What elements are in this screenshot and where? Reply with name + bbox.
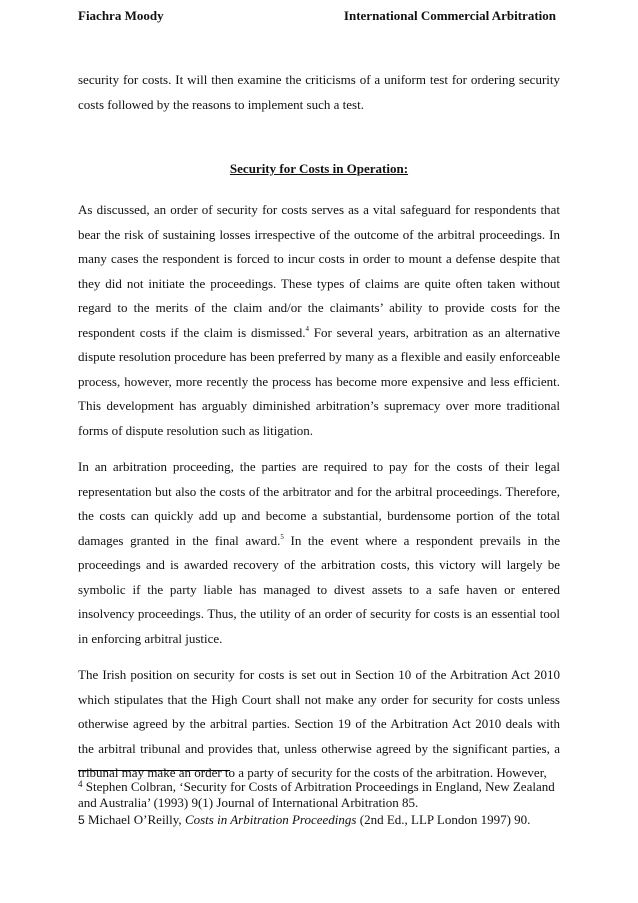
- footnote-separator: [78, 770, 230, 771]
- paragraph-3: The Irish position on security for costs is set out in Section 10 of the Arbitration Act 2010 which stipulates that the High Court shall not make any order for security for costs unless otherwise agreed by the arbitral parties. Section 19 of the Arbitration Act 2010 deals with the arbitral tribunal and provides that, unless otherwise agreed by the significant parties, a tribunal may make an order to a party of security for the costs of the arbitration. However,: [78, 667, 560, 780]
- section-body: [78, 198, 560, 798]
- footnote-5: [78, 812, 560, 828]
- paragraph-1: [78, 198, 560, 443]
- footnotes: [78, 779, 560, 829]
- footnote-text: Stephen Colbran, ‘Security for Costs of Arbitration Proceedings in England, New Zealand and Australia’ (1993) 9(1) Journal of International Arbitration 85.: [78, 779, 555, 810]
- footnote-4: [78, 779, 560, 811]
- paragraph-2-text: In an arbitration proceeding, the parties are required to pay for the costs of their legal representation but also the costs of the arbitrator and for the arbitral proceedings. Therefore, the costs can quickly add up and become a substantial, burdensome portion of the total damages granted in the final award.: [78, 459, 560, 548]
- section-heading: Security for Costs in Operation:: [229, 161, 409, 176]
- footnote-ref-4[interactable]: 4: [305, 324, 310, 333]
- footnote-number: 5: [78, 813, 85, 827]
- header-title: International Commercial Arbitration: [343, 8, 556, 23]
- paragraph-1-text: As discussed, an order of security for costs serves as a vital safeguard for respondents that bear the risk of sustaining losses irrespective of the outcome of the arbitral proceedings. In many cases the respondent is forced to incur costs in order to mount a defense despite that they did not initiate the proceedings. These types of claims are quite often taken without regard to the merits of the claim and/or the claimants’ ability to provide costs for the respondent costs if the claim is dismissed.: [78, 202, 560, 340]
- paragraph-2-text-cont: In the event where a respondent prevails in the proceedings and is awarded recovery of the arbitration costs, this victory will largely be symbolic if the party liable has managed to divest assets to a safe haven or entered insolvency proceedings. Thus, the utility of an order of security for costs is an essential tool in enforcing arbitral justice.: [78, 532, 560, 646]
- footnote-number: 4: [78, 779, 83, 789]
- intro-text: [78, 68, 560, 117]
- footnote-text-cont: (2nd Ed., LLP London 1997) 90.: [356, 812, 531, 827]
- paragraph-1-text-cont: For several years, arbitration as an alternative dispute resolution procedure has been preferred by many as a flexible and easily enforceable process, however, more recently the process has become more expensive and less efficient. This development has arguably diminished arbitration’s supremacy over more traditional forms of dispute resolution such as litigation.: [78, 324, 560, 438]
- footnote-ref-5[interactable]: 5: [280, 532, 284, 541]
- paragraph-2: [78, 455, 560, 651]
- intro-paragraph: security for costs. It will then examine the criticisms of a uniform test for ordering security costs followed by the reasons to implement such a test.: [78, 72, 560, 112]
- footnote-text: Michael O’Reilly,: [84, 812, 185, 827]
- footnote-book-title: Costs in Arbitration Proceedings: [184, 812, 357, 827]
- header-author: Fiachra Moody: [78, 8, 164, 23]
